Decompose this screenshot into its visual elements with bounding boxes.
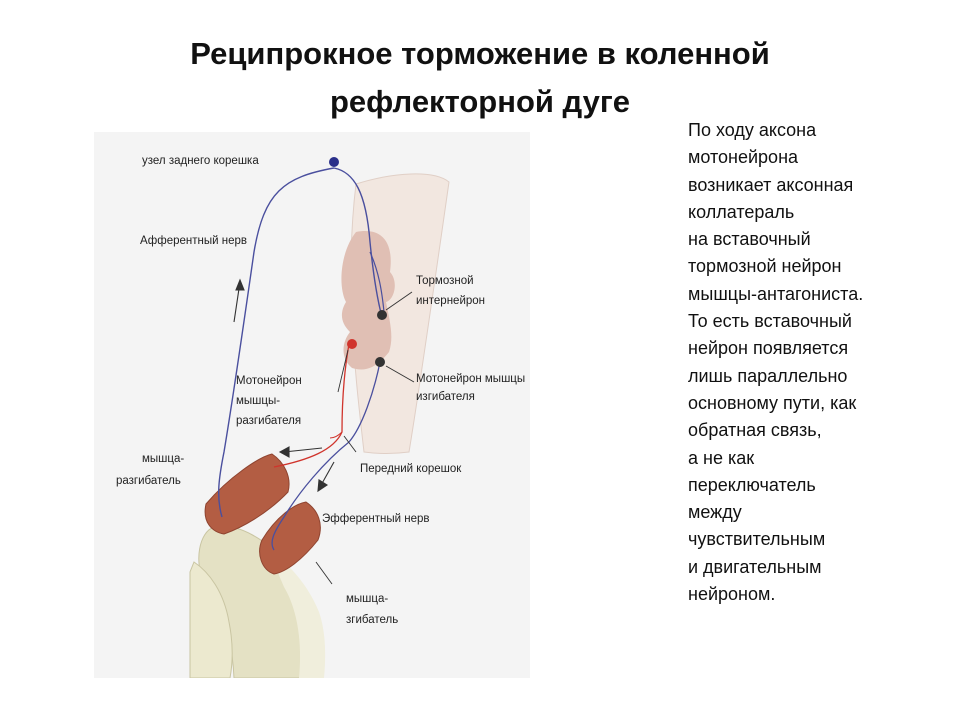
label-flex-motoneuron-2: изгибателя xyxy=(416,391,475,403)
title-line-1: Реципрокное торможение в коленной xyxy=(190,36,770,71)
explanation-line: тормозной нейрон xyxy=(688,256,842,277)
slide-title xyxy=(0,30,960,126)
explanation-line: и двигательным xyxy=(688,556,822,577)
label-flex-motoneuron-1: Мотонейрон мышцы xyxy=(416,373,526,385)
label-interneuron-2: интернейрон xyxy=(416,295,486,307)
explanation-line: лишь параллельно xyxy=(688,365,848,386)
label-flexor-1: мышца- xyxy=(346,593,389,605)
flexor-motoneuron xyxy=(375,357,385,367)
label-ventral-root: Передний корешок xyxy=(360,463,462,475)
explanation-line: возникает аксонная xyxy=(688,174,854,195)
extensor-motoneuron xyxy=(347,339,357,349)
explanation-line: между xyxy=(688,502,742,523)
explanation-line: на вставочный xyxy=(688,229,811,250)
explanation-line: мышцы-антагониста. xyxy=(688,283,864,304)
explanation-line: чувствительным xyxy=(688,529,826,550)
label-ganglion: узел заднего корешка xyxy=(142,155,259,167)
explanation-line: По ходу аксона xyxy=(688,120,817,140)
explanation-line: нейроном. xyxy=(688,584,776,605)
grey-matter xyxy=(341,231,394,369)
explanation-line: а не как xyxy=(688,447,755,468)
explanation-text xyxy=(688,117,938,608)
label-flexor-2: згибатель xyxy=(346,614,399,626)
title-line-2: рефлекторной дуге xyxy=(330,84,630,119)
explanation-line: основному пути, как xyxy=(688,392,857,413)
label-extensor-2: разгибатель xyxy=(116,475,181,487)
explanation-line: нейрон появляется xyxy=(688,338,849,359)
label-interneuron-1: Тормозной xyxy=(416,275,474,287)
label-afferent-nerve: Афферентный нерв xyxy=(140,235,248,247)
explanation-line: коллатераль xyxy=(688,201,795,222)
ganglion-neuron xyxy=(329,157,339,167)
inhibitory-interneuron xyxy=(377,310,387,320)
label-ext-motoneuron-2: мышцы- xyxy=(236,395,281,407)
reflex-arc-diagram xyxy=(94,132,530,678)
label-ext-motoneuron-3: разгибателя xyxy=(236,415,302,427)
reflex-arc-svg xyxy=(94,132,530,678)
label-ext-motoneuron-1: Мотонейрон xyxy=(236,375,302,387)
explanation-line: То есть вставочный xyxy=(688,311,852,332)
explanation-line: обратная связь, xyxy=(688,420,822,441)
label-efferent-nerve: Эфферентный нерв xyxy=(322,513,430,525)
explanation-line: переключатель xyxy=(688,474,816,495)
label-extensor-1: мышца- xyxy=(142,453,185,465)
explanation-line: мотонейрона xyxy=(688,147,799,168)
diagram-background xyxy=(94,132,530,678)
